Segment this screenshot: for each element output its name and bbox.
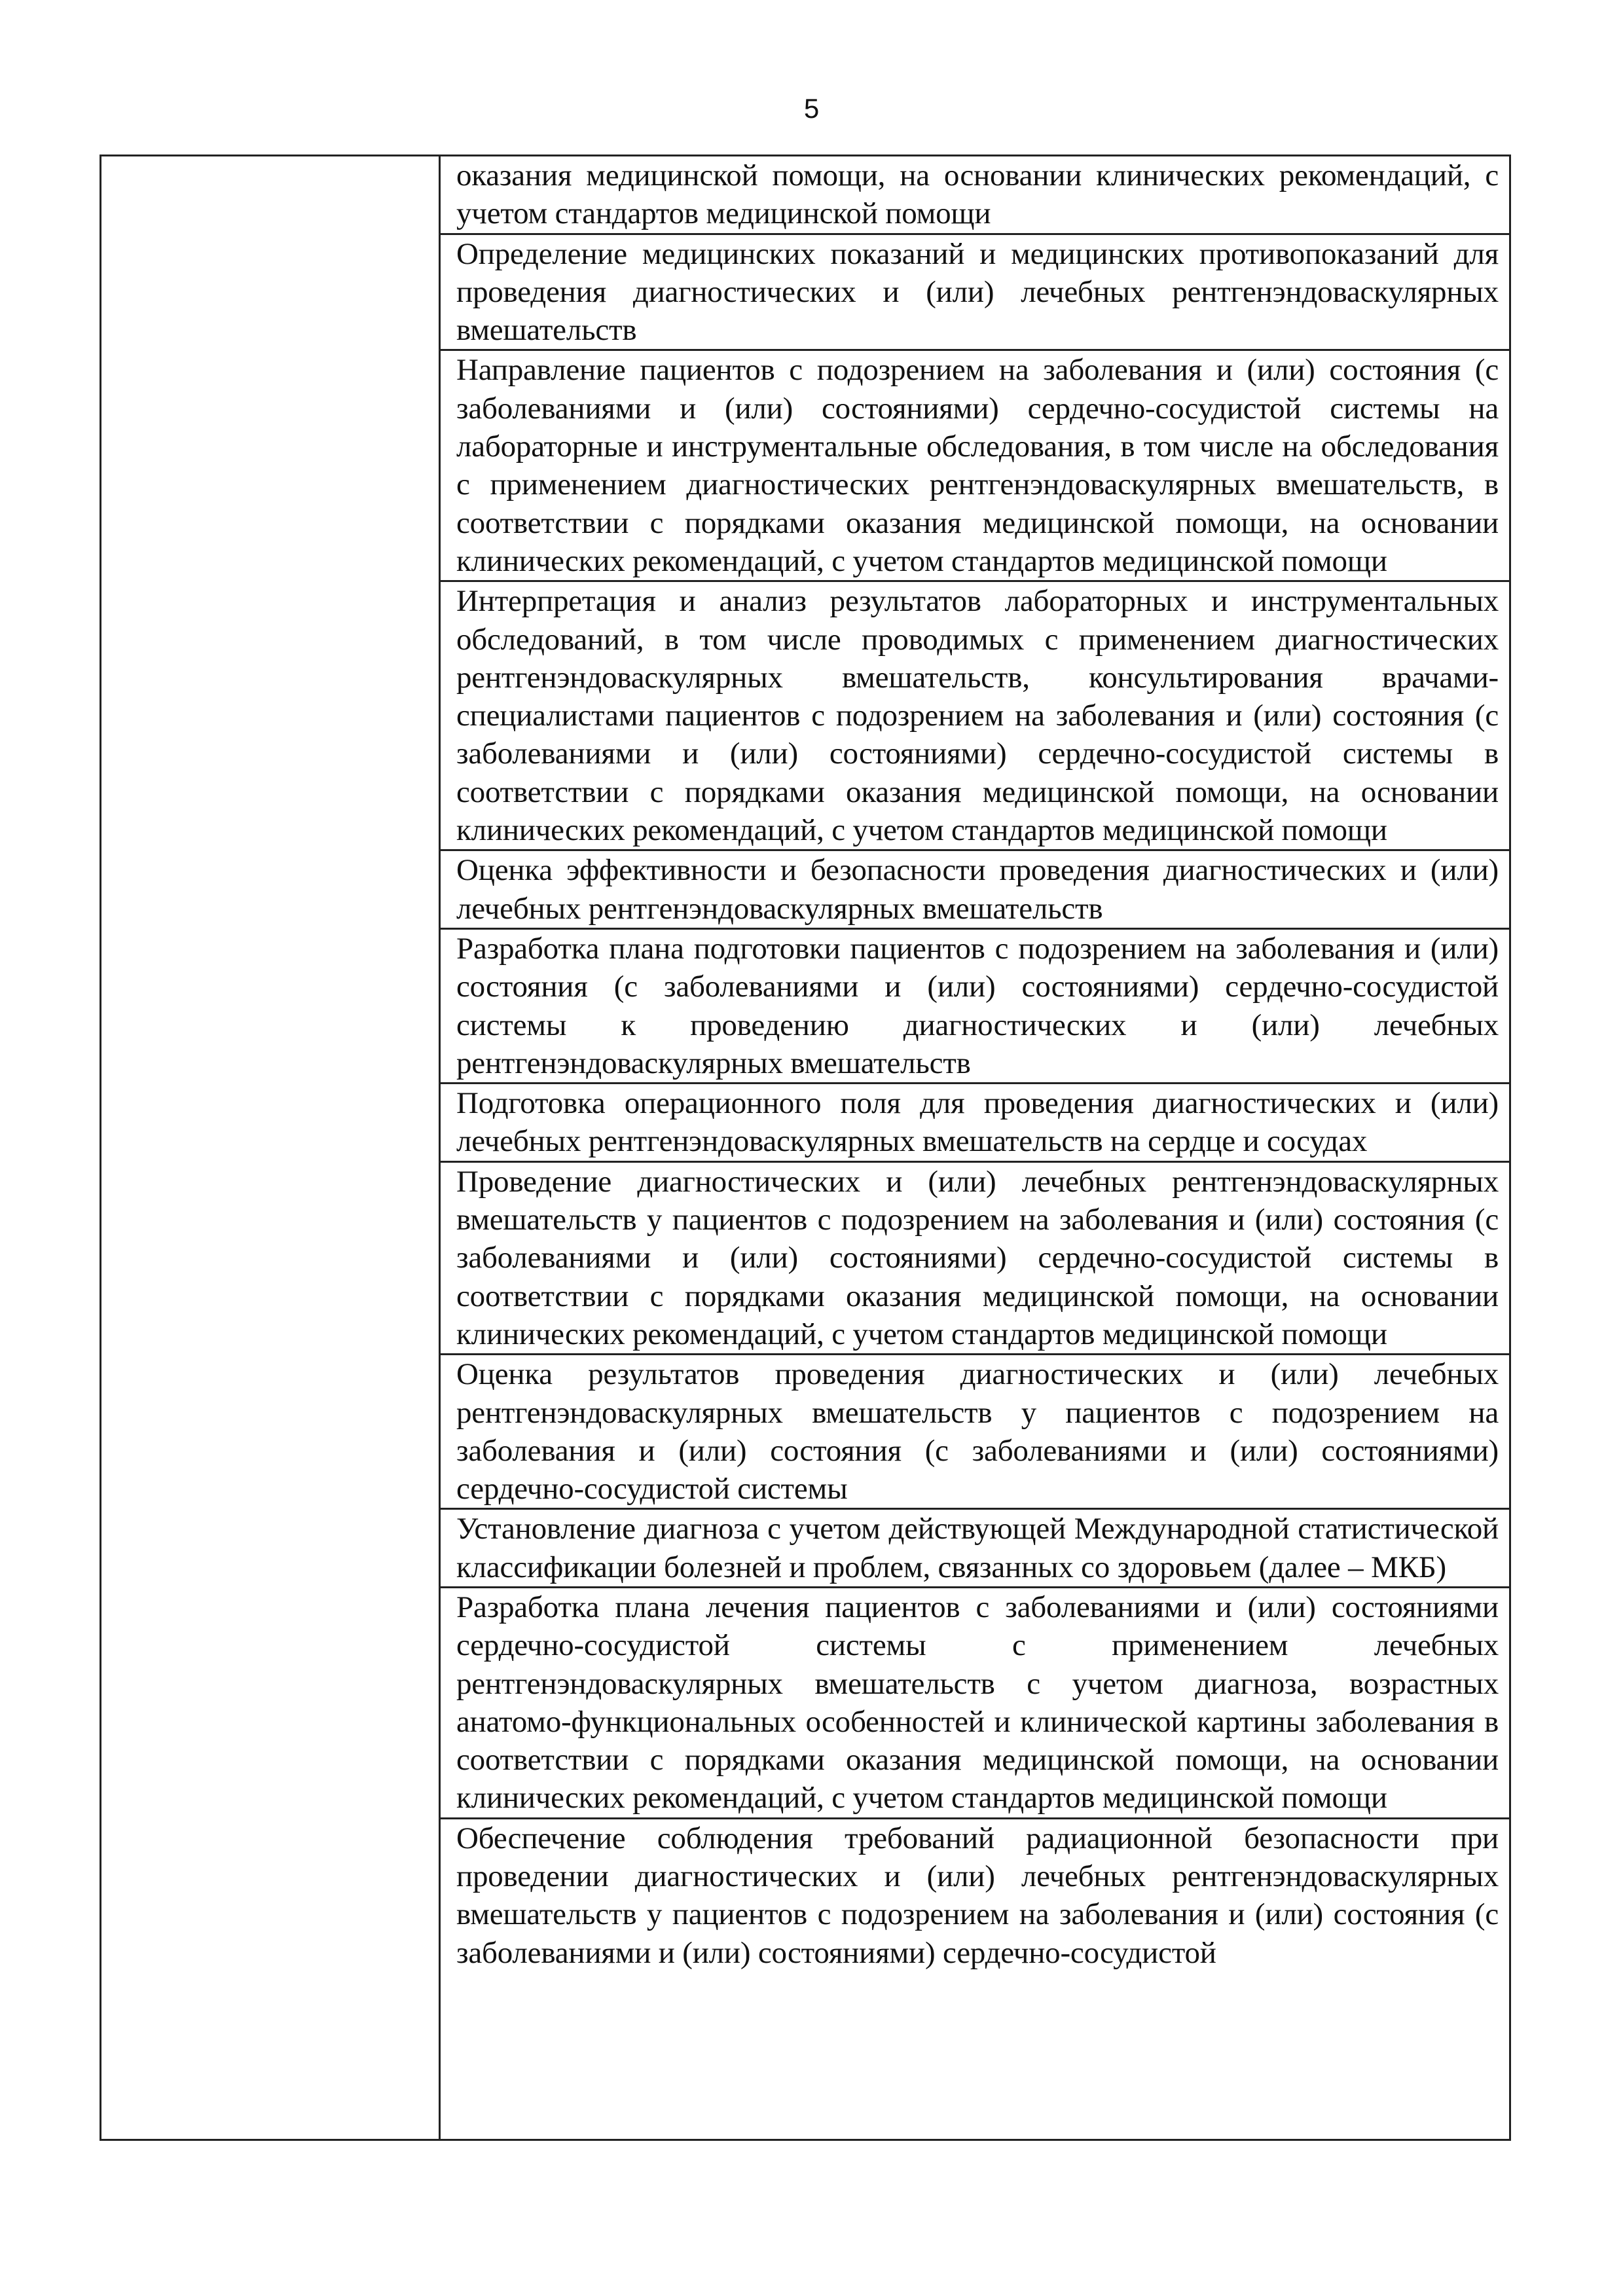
table-right-column	[441, 156, 1509, 2139]
row-text: Интерпретация и анализ результатов лабораторных и инструментальных обследований, в том числе проводимых с применением диагностических рентгенэндоваскулярных вмешательств, консультирования врачами-специалистами пациентов с подозрением на заболевания и (или) состояния (с заболеваниями и (или) состояниями) сердечно-сосудистой системы в соответствии с порядками оказания медицинской помощи, на основании клинических рекомендаций, с учетом стандартов медицинской помощи	[456, 584, 1499, 848]
table-row	[441, 1510, 1509, 1588]
table-row	[441, 1084, 1509, 1163]
table-row	[441, 1355, 1509, 1510]
row-text: Оценка эффективности и безопасности проведения диагностических и (или) лечебных рентгенэндоваскулярных вмешательств	[456, 853, 1499, 926]
row-text: Определение медицинских показаний и медицинских противопоказаний для проведения диагностических и (или) лечебных рентгенэндоваскулярных вмешательств	[456, 236, 1499, 348]
row-text: Обеспечение соблюдения требований радиационной безопасности при проведении диагностических и (или) лечебных рентгенэндоваскулярных вмешательств у пациентов с подозрением на заболевания и (или) состояния (с заболеваниями и (или) состояниями) сердечно-сосудистой	[456, 1821, 1499, 1970]
row-text: Разработка плана подготовки пациентов с подозрением на заболевания и (или) состояния (с заболеваниями и (или) состояниями) сердечно-сосудистой системы к проведению диагностических и (или) лечебных рентгенэндоваскулярных вмешательств	[456, 931, 1499, 1080]
table-row	[441, 930, 1509, 1084]
row-text: Оценка результатов проведения диагностических и (или) лечебных рентгенэндоваскулярных вмешательств у пациентов с подозрением на заболевания и (или) состояния (с заболеваниями и (или) состояниями) сердечно-сосудистой системы	[456, 1357, 1499, 1506]
row-text: Направление пациентов с подозрением на заболевания и (или) состояния (с заболеваниями и (или) состояниями) сердечно-сосудистой системы на лабораторные и инструментальные обследования, в том числе на обследования с применением диагностических рентгенэндоваскулярных вмешательств, в соответствии с порядками оказания медицинской помощи, на основании клинических рекомендаций, с учетом стандартов медицинской помощи	[456, 353, 1499, 578]
table-row	[441, 851, 1509, 930]
table-row	[441, 582, 1509, 851]
labor-functions-table	[100, 155, 1511, 2141]
row-text: Подготовка операционного поля для проведения диагностических и (или) лечебных рентгенэндоваскулярных вмешательств на сердце и сосудах	[456, 1086, 1499, 1159]
table-row	[441, 1819, 1509, 2139]
row-text: Проведение диагностических и (или) лечебных рентгенэндоваскулярных вмешательств у пациентов с подозрением на заболевания и (или) состояния (с заболеваниями и (или) состояниями) сердечно-сосудистой системы в соответствии с порядками оказания медицинской помощи, на основании клинических рекомендаций, с учетом стандартов медицинской помощи	[456, 1164, 1499, 1351]
row-text: Разработка плана лечения пациентов с заболеваниями и (или) состояниями сердечно-сосудистой системы с применением лечебных рентгенэндоваскулярных вмешательств с учетом диагноза, возрастных анатомо-функциональных особенностей и клинической картины заболевания в соответствии с порядками оказания медицинской помощи, на основании клинических рекомендаций, с учетом стандартов медицинской помощи	[456, 1590, 1499, 1815]
row-text: Установление диагноза с учетом действующей Международной статистической классификации болезней и проблем, связанных со здоровьем (далее – МКБ)	[456, 1512, 1499, 1584]
table-left-cell	[101, 156, 441, 2139]
page-number: 5	[803, 93, 820, 124]
table-row	[441, 1163, 1509, 1355]
table-row	[441, 1588, 1509, 1819]
table-row	[441, 235, 1509, 352]
table-row	[441, 156, 1509, 235]
table-row	[441, 351, 1509, 582]
row-text: оказания медицинской помощи, на основании клинических рекомендаций, с учетом стандартов медицинской помощи	[456, 158, 1499, 231]
